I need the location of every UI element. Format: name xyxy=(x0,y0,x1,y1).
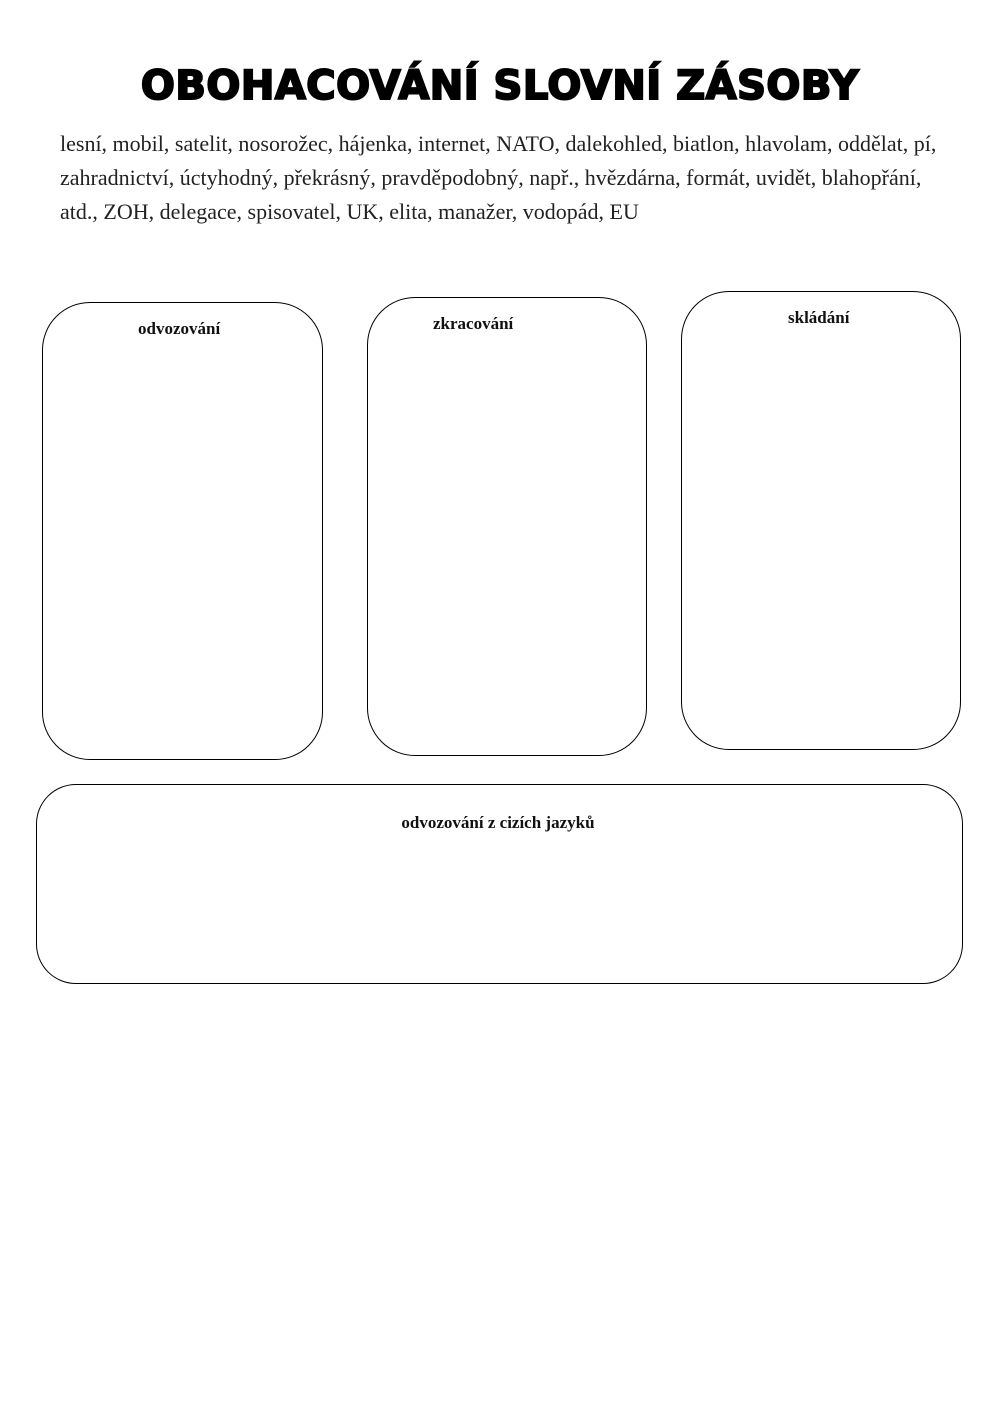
category-label-skladani: skládání xyxy=(788,308,850,327)
category-label-cizi-jazyky: odvozování z cizích jazyků xyxy=(401,813,595,832)
word-list: lesní, mobil, satelit, nosorožec, hájenka, internet, NATO, dalekohled, biatlon, hlavolam, oddělat, pí, zahradnictví, úctyhodný, překrásný, pravděpodobný, např., hvězdárna, formát, uvidět, blahopřání, atd., ZOH, delegace, spisovatel, UK, elita, manažer, vodopád, EU xyxy=(60,131,937,224)
category-box-odvozovani[interactable] xyxy=(42,302,323,760)
category-box-skladani[interactable] xyxy=(681,291,961,750)
category-box-cizi-jazyky[interactable] xyxy=(36,784,963,984)
category-label-odvozovani: odvozování xyxy=(138,319,221,338)
page-title: OBOHACOVÁNÍ SLOVNÍ ZÁSOBY xyxy=(140,63,860,109)
category-box-zkracovani[interactable] xyxy=(367,297,647,756)
category-label-zkracovani: zkracování xyxy=(433,314,514,333)
